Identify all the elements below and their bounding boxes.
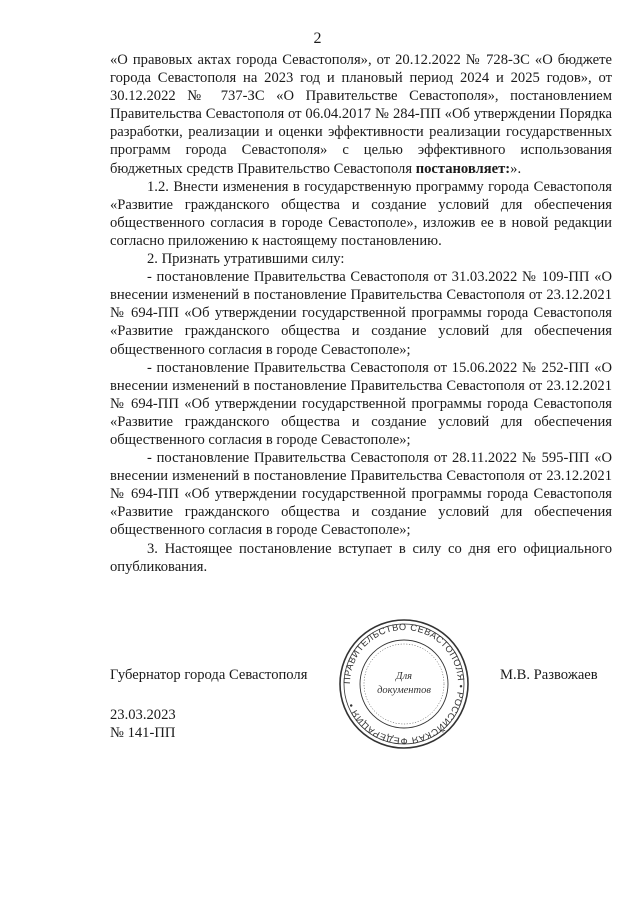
official-seal [337, 617, 471, 751]
document-number: № 141-ПП [110, 725, 176, 741]
document-body [110, 51, 612, 576]
seal-rings [340, 620, 468, 748]
seal-outer-text: ПРАВИТЕЛЬСТВО СЕВАСТОПОЛЯ • РОССИЙСКАЯ ФЕДЕРАЦИЯ • [341, 621, 467, 747]
clause-3: 3. Настоящее постановление вступает в силу со дня его официального опубликования. [110, 540, 612, 575]
signatory-position: Губернатор города Севастополя [110, 667, 308, 683]
preamble-tail: ». [510, 160, 522, 177]
preamble-text: «О правовых актах города Севастополя», от 20.12.2022 № 728-ЗС «О бюджете города Севастополя на 2023 год и плановый период 2024 и 2025 годов», от 30.12.2022 № 737-ЗС «О Правительстве Севастополя», постановлением Правительства Севастополя от 06.04.2017 № 284-ПП «Об утверждении Порядка разработки, реализации и оценки эффективности реализации государственных программ города Севастополя» с целью эффективного использования бюджетных средств Правительство Севастополя [110, 52, 612, 177]
document-registration [110, 706, 176, 742]
seal-center-line1: Для [395, 671, 413, 682]
repealed-item-1: - постановление Правительства Севастополя от 31.03.2022 № 109-ПП «О внесении изменений в постановление Правительства Севастополя от 23.12.2021 № 694-ПП «Об утверждении государственной программы города Севастополя «Развитие гражданского общества и создание условий для обеспечения общественного согласия в городе Севастополе»; [110, 269, 612, 358]
page-number: 2 [313, 30, 322, 47]
seal-center-line2: документов [377, 685, 431, 696]
preamble-paragraph [110, 51, 612, 178]
clause-1-2: 1.2. Внести изменения в государственную программу города Севастополя «Развитие гражданского общества и создание условий для обеспечения общественного согласия в городе Севастополе», изложив ее в новой редакции согласно приложению к настоящему постановлению. [110, 178, 612, 249]
resolves-keyword: постановляет: [415, 160, 511, 177]
document-date: 23.03.2023 [110, 707, 176, 723]
repealed-item-3: - постановление Правительства Севастополя от 28.11.2022 № 595-ПП «О внесении изменений в постановление Правительства Севастополя от 23.12.2021 № 694-ПП «Об утверждении государственной программы города Севастополя «Развитие гражданского общества и создание условий для обеспечения общественного согласия в городе Севастополе»; [110, 450, 612, 539]
signatory-name: М.В. Развожаев [500, 667, 598, 683]
repealed-item-2: - постановление Правительства Севастополя от 15.06.2022 № 252-ПП «О внесении изменений в постановление Правительства Севастополя от 23.12.2021 № 694-ПП «Об утверждении государственной программы города Севастополя «Развитие гражданского общества и создание условий для обеспечения общественного согласия в городе Севастополе»; [110, 359, 612, 448]
clause-2: 2. Признать утратившими силу: [147, 251, 345, 268]
